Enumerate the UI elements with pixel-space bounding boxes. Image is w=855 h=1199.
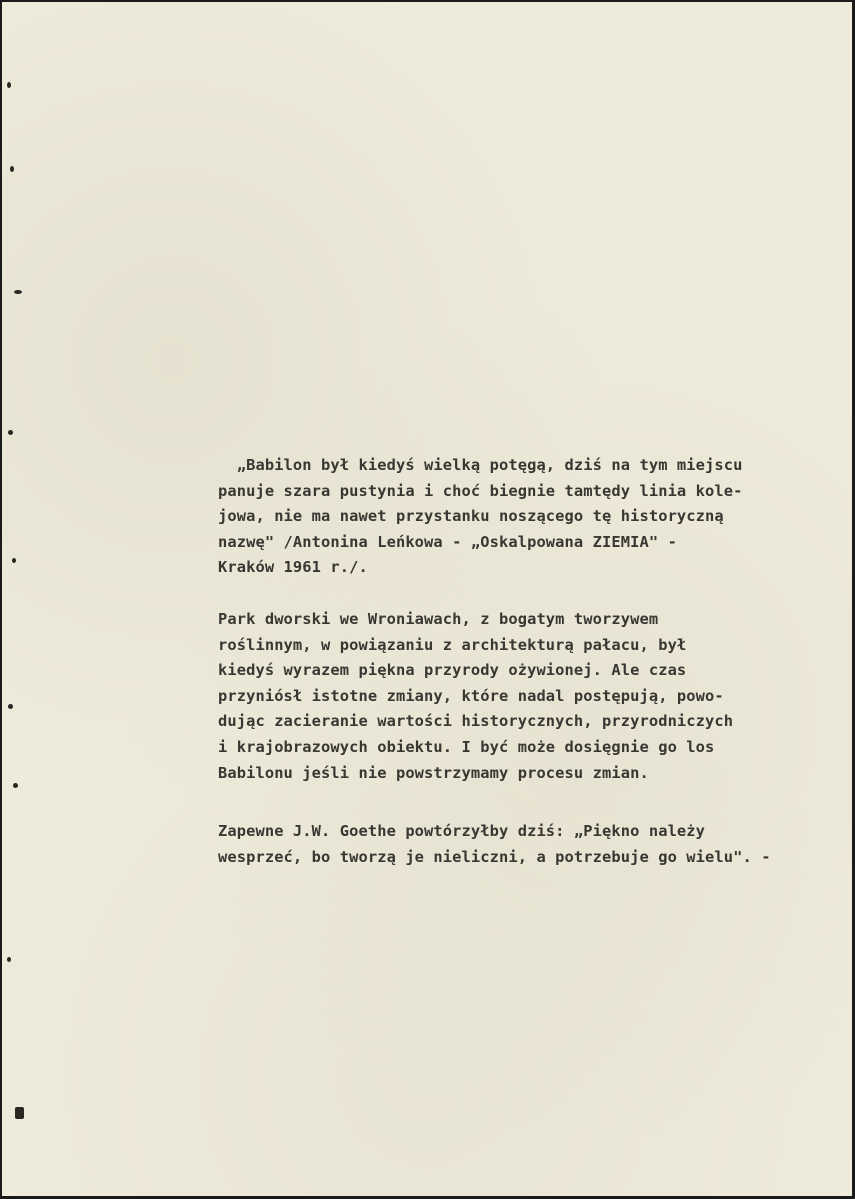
text-line: przyniósł istotne zmiany, które nadal postępują, powo- — [218, 686, 724, 705]
punch-mark — [8, 430, 13, 435]
text-line: dując zacieranie wartości historycznych, przyrodniczych — [218, 712, 734, 731]
text-line: jowa, nie ma nawet przystanku noszącego tę historyczną — [218, 507, 724, 526]
punch-mark — [7, 957, 11, 962]
paragraph-quote — [218, 453, 818, 581]
text-line: panuje szara pustynia i choć biegnie tamtędy linia kole- — [218, 481, 743, 500]
punch-mark — [14, 290, 22, 294]
text-line: Zapewne J.W. Goethe powtórzyłby dziś: „Piękno należy — [218, 822, 706, 840]
punch-mark — [12, 558, 16, 563]
punch-mark — [10, 166, 14, 172]
text-line: roślinnym, w powiązaniu z architekturą pałacu, był — [218, 635, 687, 654]
punch-mark — [8, 704, 13, 709]
text-line: wesprzeć, bo tworzą je nieliczni, a potrzebuje go wielu". - — [218, 847, 771, 866]
text-line: nazwę" /Antonina Leńkowa - „Oskalpowana ZIEMIA" - — [218, 532, 677, 551]
paragraph-park — [218, 607, 818, 786]
punch-mark — [7, 82, 11, 88]
text-line: Kraków 1961 r./. — [218, 558, 368, 577]
text-line: kiedyś wyrazem piękna przyrody ożywionej. Ale czas — [218, 661, 687, 680]
punch-mark — [13, 783, 18, 788]
text-line: „Babilon był kiedyś wielką potęgą, dziś na tym miejscu — [218, 456, 743, 474]
punch-mark — [15, 1107, 24, 1119]
text-line: Park dworski we Wroniawach, z bogatym tworzywem — [218, 610, 659, 628]
text-line: i krajobrazowych obiektu. I być może dosięgnie go los — [218, 737, 715, 756]
paragraph-goethe — [218, 819, 818, 870]
document-page — [2, 2, 852, 1196]
text-line: Babilonu jeśli nie powstrzymamy procesu zmian. — [218, 763, 649, 782]
